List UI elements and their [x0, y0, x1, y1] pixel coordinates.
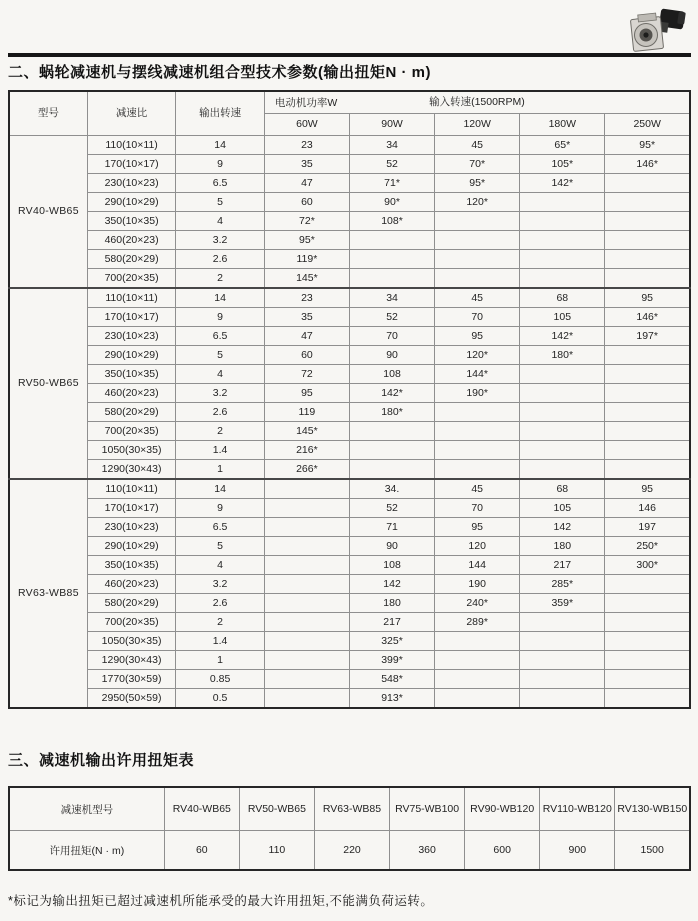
value-90w: 52: [349, 499, 434, 518]
torque-table: [8, 786, 691, 871]
col-header-90w: 90W: [349, 114, 434, 136]
torque-row-label: 许用扭矩(N · m): [9, 831, 164, 871]
value-180w: 65*: [520, 136, 605, 155]
parameter-row: [9, 288, 690, 308]
value-120w: [435, 441, 520, 460]
value-90w: [349, 250, 434, 269]
value-120w: 45: [435, 288, 520, 308]
ratio-cell: 290(10×29): [87, 537, 176, 556]
torque-model-rv110: RV110-WB120: [540, 787, 615, 831]
value-250w: 95: [605, 479, 690, 499]
output-speed-cell: 14: [176, 136, 265, 155]
value-60w: 72: [264, 365, 349, 384]
value-60w: 145*: [264, 269, 349, 289]
header-row-top: [9, 91, 690, 114]
value-60w: 72*: [264, 212, 349, 231]
parameter-row: [9, 308, 690, 327]
value-120w: [435, 632, 520, 651]
output-speed-cell: 9: [176, 308, 265, 327]
value-60w: [264, 537, 349, 556]
value-180w: [520, 632, 605, 651]
torque-model-rv63: RV63-WB85: [314, 787, 389, 831]
value-60w: [264, 479, 349, 499]
value-120w: [435, 689, 520, 709]
parameter-row: [9, 155, 690, 174]
value-250w: [605, 613, 690, 632]
output-speed-cell: 14: [176, 288, 265, 308]
value-60w: 119*: [264, 250, 349, 269]
value-250w: [605, 594, 690, 613]
value-120w: 144*: [435, 365, 520, 384]
output-speed-cell: 3.2: [176, 575, 265, 594]
value-60w: 47: [264, 327, 349, 346]
value-120w: [435, 231, 520, 250]
output-speed-cell: 5: [176, 193, 265, 212]
value-90w: 180*: [349, 403, 434, 422]
ratio-cell: 580(20×29): [87, 594, 176, 613]
value-60w: [264, 594, 349, 613]
torque-value-rv110: 900: [540, 831, 615, 871]
ratio-cell: 170(10×17): [87, 308, 176, 327]
value-250w: [605, 174, 690, 193]
value-60w: [264, 518, 349, 537]
ratio-cell: 580(20×29): [87, 403, 176, 422]
output-speed-cell: 2.6: [176, 594, 265, 613]
value-90w: 325*: [349, 632, 434, 651]
parameter-row: [9, 212, 690, 231]
value-90w: 399*: [349, 651, 434, 670]
value-60w: 35: [264, 155, 349, 174]
value-180w: [520, 460, 605, 480]
value-250w: [605, 346, 690, 365]
torque-header-row: [9, 787, 690, 831]
output-speed-cell: 2: [176, 613, 265, 632]
value-60w: 95: [264, 384, 349, 403]
value-120w: 70: [435, 499, 520, 518]
motor-power-label: 电动机功率W: [274, 96, 338, 109]
torque-value-rv50: 110: [239, 831, 314, 871]
ratio-cell: 350(10×35): [87, 556, 176, 575]
ratio-cell: 460(20×23): [87, 231, 176, 250]
parameter-row: [9, 613, 690, 632]
value-120w: 120*: [435, 346, 520, 365]
value-120w: [435, 269, 520, 289]
torque-table-body: [9, 831, 690, 871]
value-120w: 120*: [435, 193, 520, 212]
parameter-row: [9, 269, 690, 289]
parameter-row: [9, 136, 690, 155]
col-header-60w: 60W: [264, 114, 349, 136]
value-90w: 52: [349, 155, 434, 174]
output-speed-cell: 1.4: [176, 632, 265, 651]
value-180w: [520, 651, 605, 670]
value-250w: 197: [605, 518, 690, 537]
output-speed-cell: 14: [176, 479, 265, 499]
parameter-row: [9, 632, 690, 651]
section-divider-rule: [8, 53, 691, 57]
parameter-row: [9, 174, 690, 193]
ratio-cell: 1770(30×59): [87, 670, 176, 689]
value-90w: 142*: [349, 384, 434, 403]
ratio-cell: 110(10×11): [87, 288, 176, 308]
torque-model-rv130: RV130-WB150: [615, 787, 690, 831]
value-120w: [435, 460, 520, 480]
section2-title: 二、蜗轮减速机与摆线减速机组合型技术参数(输出扭矩N · m): [8, 64, 431, 81]
output-speed-cell: 5: [176, 537, 265, 556]
value-60w: 60: [264, 193, 349, 212]
ratio-cell: 170(10×17): [87, 155, 176, 174]
value-90w: 34: [349, 136, 434, 155]
output-speed-cell: 4: [176, 365, 265, 384]
value-180w: [520, 384, 605, 403]
parameter-row: [9, 556, 690, 575]
value-60w: 145*: [264, 422, 349, 441]
value-250w: [605, 193, 690, 212]
value-60w: [264, 613, 349, 632]
value-250w: [605, 441, 690, 460]
parameter-row: [9, 327, 690, 346]
output-speed-cell: 0.5: [176, 689, 265, 709]
output-speed-cell: 5: [176, 346, 265, 365]
torque-model-rv90: RV90-WB120: [465, 787, 540, 831]
ratio-cell: 1290(30×43): [87, 460, 176, 480]
value-60w: 95*: [264, 231, 349, 250]
parameter-row: [9, 594, 690, 613]
value-60w: [264, 632, 349, 651]
value-120w: [435, 403, 520, 422]
value-90w: [349, 460, 434, 480]
parameter-row: [9, 670, 690, 689]
parameter-row: [9, 537, 690, 556]
parameter-row: [9, 651, 690, 670]
value-120w: [435, 670, 520, 689]
value-120w: 45: [435, 479, 520, 499]
value-90w: 217: [349, 613, 434, 632]
parameter-row: [9, 460, 690, 480]
value-90w: 913*: [349, 689, 434, 709]
value-120w: 120: [435, 537, 520, 556]
col-header-power-group: [264, 91, 690, 114]
torque-model-rv50: RV50-WB65: [239, 787, 314, 831]
value-90w: 90*: [349, 193, 434, 212]
value-180w: [520, 670, 605, 689]
parameter-row: [9, 441, 690, 460]
torque-value-rv130: 1500: [615, 831, 690, 871]
value-180w: 142*: [520, 327, 605, 346]
value-180w: 142: [520, 518, 605, 537]
value-120w: 144: [435, 556, 520, 575]
value-120w: 190: [435, 575, 520, 594]
value-60w: 35: [264, 308, 349, 327]
value-90w: 90: [349, 346, 434, 365]
torque-value-rv40: 60: [164, 831, 239, 871]
value-120w: 95*: [435, 174, 520, 193]
value-120w: 190*: [435, 384, 520, 403]
ratio-cell: 230(10×23): [87, 174, 176, 193]
value-60w: [264, 499, 349, 518]
value-90w: [349, 231, 434, 250]
value-120w: [435, 250, 520, 269]
value-120w: [435, 212, 520, 231]
value-90w: 71: [349, 518, 434, 537]
value-120w: 240*: [435, 594, 520, 613]
ratio-cell: 700(20×35): [87, 613, 176, 632]
value-90w: 90: [349, 537, 434, 556]
ratio-cell: 110(10×11): [87, 136, 176, 155]
value-250w: [605, 632, 690, 651]
value-180w: 105: [520, 308, 605, 327]
value-120w: [435, 651, 520, 670]
value-90w: [349, 441, 434, 460]
output-speed-cell: 2.6: [176, 250, 265, 269]
value-90w: 142: [349, 575, 434, 594]
ratio-cell: 460(20×23): [87, 384, 176, 403]
value-250w: 250*: [605, 537, 690, 556]
value-250w: [605, 689, 690, 709]
torque-model-header: 减速机型号: [9, 787, 164, 831]
value-180w: 105: [520, 499, 605, 518]
value-90w: 108: [349, 556, 434, 575]
value-60w: 216*: [264, 441, 349, 460]
value-90w: [349, 269, 434, 289]
value-250w: 95: [605, 288, 690, 308]
value-180w: [520, 269, 605, 289]
value-180w: 180*: [520, 346, 605, 365]
value-180w: [520, 422, 605, 441]
col-header-model: 型号: [9, 91, 87, 136]
output-speed-cell: 0.85: [176, 670, 265, 689]
value-90w: 34.: [349, 479, 434, 499]
value-60w: 23: [264, 136, 349, 155]
value-90w: 71*: [349, 174, 434, 193]
value-120w: [435, 422, 520, 441]
value-180w: [520, 403, 605, 422]
value-250w: 146*: [605, 308, 690, 327]
parameters-table-body: [9, 136, 690, 709]
value-90w: 108: [349, 365, 434, 384]
value-250w: [605, 403, 690, 422]
value-250w: [605, 670, 690, 689]
value-180w: [520, 613, 605, 632]
value-250w: [605, 250, 690, 269]
value-60w: [264, 651, 349, 670]
value-90w: [349, 422, 434, 441]
ratio-cell: 290(10×29): [87, 193, 176, 212]
ratio-cell: 700(20×35): [87, 269, 176, 289]
value-90w: 70: [349, 327, 434, 346]
footnote: *标记为输出扭矩已超过减速机所能承受的最大许用扭矩,不能满负荷运转。: [8, 894, 434, 908]
parameter-row: [9, 384, 690, 403]
parameter-row: [9, 250, 690, 269]
col-header-output-speed: 输出转速: [176, 91, 265, 136]
col-header-ratio: 减速比: [87, 91, 176, 136]
torque-model-rv40: RV40-WB65: [164, 787, 239, 831]
value-60w: 119: [264, 403, 349, 422]
output-speed-cell: 1: [176, 651, 265, 670]
torque-value-rv75: 360: [390, 831, 465, 871]
value-90w: 52: [349, 308, 434, 327]
parameter-row: [9, 365, 690, 384]
value-90w: 108*: [349, 212, 434, 231]
parameter-row: [9, 422, 690, 441]
section3-title: 三、减速机输出许用扭矩表: [8, 752, 195, 769]
value-250w: [605, 269, 690, 289]
value-250w: [605, 575, 690, 594]
value-250w: [605, 384, 690, 403]
value-180w: 359*: [520, 594, 605, 613]
output-speed-cell: 2: [176, 422, 265, 441]
ratio-cell: 230(10×23): [87, 518, 176, 537]
output-speed-cell: 4: [176, 212, 265, 231]
ratio-cell: 1290(30×43): [87, 651, 176, 670]
ratio-cell: 580(20×29): [87, 250, 176, 269]
model-name-cell: RV40-WB65: [9, 136, 87, 289]
output-speed-cell: 6.5: [176, 327, 265, 346]
output-speed-cell: 1.4: [176, 441, 265, 460]
value-180w: 105*: [520, 155, 605, 174]
ratio-cell: 170(10×17): [87, 499, 176, 518]
output-speed-cell: 3.2: [176, 231, 265, 250]
value-120w: 95: [435, 518, 520, 537]
ratio-cell: 2950(50×59): [87, 689, 176, 709]
output-speed-cell: 3.2: [176, 384, 265, 403]
value-250w: 146*: [605, 155, 690, 174]
value-250w: [605, 231, 690, 250]
model-name-cell: RV63-WB85: [9, 479, 87, 708]
col-header-250w: 250W: [605, 114, 690, 136]
value-250w: [605, 651, 690, 670]
value-180w: 68: [520, 479, 605, 499]
value-180w: [520, 365, 605, 384]
output-speed-cell: 9: [176, 499, 265, 518]
value-250w: [605, 460, 690, 480]
value-180w: 142*: [520, 174, 605, 193]
value-180w: 217: [520, 556, 605, 575]
parameter-row: [9, 499, 690, 518]
value-120w: 95: [435, 327, 520, 346]
value-180w: 285*: [520, 575, 605, 594]
parameter-row: [9, 575, 690, 594]
output-speed-cell: 1: [176, 460, 265, 480]
ratio-cell: 110(10×11): [87, 479, 176, 499]
output-speed-cell: 6.5: [176, 174, 265, 193]
value-250w: 95*: [605, 136, 690, 155]
value-60w: 47: [264, 174, 349, 193]
ratio-cell: 700(20×35): [87, 422, 176, 441]
ratio-cell: 230(10×23): [87, 327, 176, 346]
output-speed-cell: 6.5: [176, 518, 265, 537]
ratio-cell: 460(20×23): [87, 575, 176, 594]
value-180w: [520, 212, 605, 231]
value-90w: 34: [349, 288, 434, 308]
ratio-cell: 350(10×35): [87, 365, 176, 384]
output-speed-cell: 2.6: [176, 403, 265, 422]
value-180w: 68: [520, 288, 605, 308]
col-header-120w: 120W: [435, 114, 520, 136]
ratio-cell: 1050(30×35): [87, 632, 176, 651]
gearbox-photo: [626, 4, 688, 54]
output-speed-cell: 9: [176, 155, 265, 174]
value-180w: [520, 689, 605, 709]
parameter-row: [9, 231, 690, 250]
value-120w: 70: [435, 308, 520, 327]
model-name-cell: RV50-WB65: [9, 288, 87, 479]
torque-value-row: [9, 831, 690, 871]
value-90w: 548*: [349, 670, 434, 689]
parameters-table-header: [9, 91, 690, 136]
value-250w: 146: [605, 499, 690, 518]
value-60w: 23: [264, 288, 349, 308]
value-120w: 45: [435, 136, 520, 155]
value-60w: [264, 575, 349, 594]
torque-value-rv90: 600: [465, 831, 540, 871]
torque-model-rv75: RV75-WB100: [390, 787, 465, 831]
col-header-180w: 180W: [520, 114, 605, 136]
output-speed-cell: 4: [176, 556, 265, 575]
value-60w: [264, 689, 349, 709]
ratio-cell: 350(10×35): [87, 212, 176, 231]
parameter-row: [9, 479, 690, 499]
value-250w: 300*: [605, 556, 690, 575]
value-120w: 70*: [435, 155, 520, 174]
value-60w: [264, 670, 349, 689]
torque-table-header: [9, 787, 690, 831]
value-180w: 180: [520, 537, 605, 556]
torque-value-rv63: 220: [314, 831, 389, 871]
value-250w: [605, 422, 690, 441]
ratio-cell: 1050(30×35): [87, 441, 176, 460]
worm-gearbox-illustration: [626, 4, 688, 54]
input-speed-label: 输入转速(1500RPM): [429, 96, 525, 109]
value-60w: [264, 556, 349, 575]
parameter-row: [9, 346, 690, 365]
value-180w: [520, 441, 605, 460]
parameter-row: [9, 403, 690, 422]
value-180w: [520, 231, 605, 250]
value-250w: 197*: [605, 327, 690, 346]
output-speed-cell: 2: [176, 269, 265, 289]
value-250w: [605, 212, 690, 231]
value-90w: 180: [349, 594, 434, 613]
value-60w: 266*: [264, 460, 349, 480]
value-180w: [520, 250, 605, 269]
parameters-table: [8, 90, 691, 709]
value-250w: [605, 365, 690, 384]
parameter-row: [9, 518, 690, 537]
value-120w: 289*: [435, 613, 520, 632]
parameter-row: [9, 689, 690, 709]
parameter-row: [9, 193, 690, 212]
value-60w: 60: [264, 346, 349, 365]
value-180w: [520, 193, 605, 212]
ratio-cell: 290(10×29): [87, 346, 176, 365]
